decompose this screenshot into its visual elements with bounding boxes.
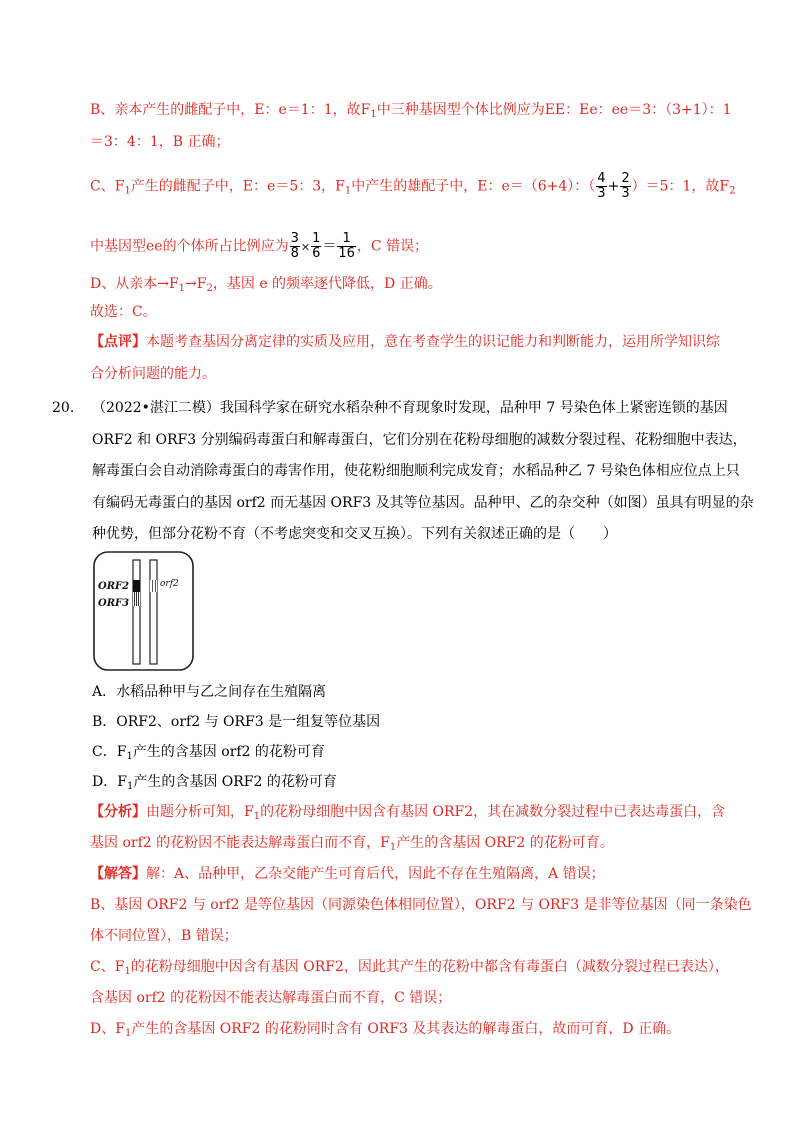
fraction-1-6: $\frac{1}{6}$ <box>312 231 321 261</box>
comment-line2: 合分析问题的能力。 <box>90 366 216 382</box>
label-orf2-small: orf2 <box>160 579 179 589</box>
analysis-line1: 【分析】由题分析可知，$F_1$的花粉母细胞中因含有基因 ORF2，其在减数分裂过程中已表达毒蛋白，含 <box>90 804 726 822</box>
explain-c-line2: 中基因型ee的个体所占比例应为 $\frac{3}{8}$ × $\frac{1}{6}$ ＝ $\frac{1}{16}$ ，C 错误； <box>90 231 429 261</box>
question-20-line5: 种优势，但部分花粉不育（不考虑突变和交叉互换）。下列有关叙述正确的是（ ） <box>92 526 617 542</box>
analysis-tag: 【分析】 <box>90 804 146 820</box>
solution-tag: 【解答】 <box>90 866 146 882</box>
answer-choice: 故选：C。 <box>90 304 157 320</box>
fraction-1-16: $\frac{1}{16}$ <box>338 231 355 261</box>
explain-d-line: D、从亲本$\to F_1\to F_2$，基因 e 的频率逐代降低，D 正确。 <box>90 276 442 294</box>
fraction-3-8: $\frac{3}{8}$ <box>290 231 299 261</box>
fraction-2-3: $\frac{2}{3}$ <box>621 171 630 201</box>
question-number: 20. <box>52 400 75 416</box>
solution-line4: C、$F_1$的花粉母细胞中因含有基因 ORF2，因此其产生的花粉中都含有毒蛋白（减数分裂过程已表达）， <box>90 959 729 977</box>
question-20-line1: （2022•湛江二模）我国科学家在研究水稻杂种不育现象时发现，品种甲 7 号染色体上紧密连锁的基因 <box>92 400 728 416</box>
orf2-small-band <box>150 580 157 592</box>
solution-line5: 含基因 orf2 的花粉因不能表达解毒蛋白而不育，C 错误； <box>90 990 452 1006</box>
option-c[interactable]: C．$F_1$产生的含基因 orf2 的花粉可育 <box>92 744 325 762</box>
fraction-4-3: $\frac{4}{3}$ <box>597 171 606 201</box>
explain-b-line1: B、亲本产生的雌配子中，E：e＝1：1，故$F_1$中三种基因型个体比例应为EE：Ee：ee＝3：（3+1）：1 <box>90 102 732 120</box>
orf2-band <box>133 580 140 592</box>
orf3-band <box>133 592 140 606</box>
option-b[interactable]: B．ORF2、orf2 与 ORF3 是一组复等位基因 <box>92 714 381 730</box>
label-orf2: ORF2 <box>98 581 130 592</box>
solution-line1: 【解答】解：A、品种甲，乙杂交能产生可育后代，因此不存在生殖隔离，A 错误； <box>90 866 605 882</box>
chromosome-figure <box>92 548 196 674</box>
solution-line6: D、$F_1$产生的含基因 ORF2 的花粉同时含有 ORF3 及其表达的解毒蛋白，故而可育，D 正确。 <box>90 1021 681 1039</box>
solution-line2: B、基因 ORF2 与 orf2 是等位基因（同源染色体相同位置），ORF2 与 ORF3 是非等位基因（同一条染色 <box>90 897 752 913</box>
explain-c-line1: C、$F_1$产生的雌配子中，E：e＝5：3，$F_1$中产生的雄配子中，E：e＝（6+4）：（ $\frac{4}{3}$ + $\frac{2}{3}$ ）＝5：1，故$F_2$ <box>90 171 736 201</box>
comment-line1: 【点评】本题考查基因分离定律的实质及应用，意在考查学生的识记能力和判断能力，运用所学知识综 <box>90 334 720 350</box>
question-20-line3: 解毒蛋白会自动消除毒蛋白的毒害作用，使花粉细胞顺利完成发育；水稻品种乙 7 号染色体相应位点上只 <box>92 463 740 479</box>
solution-line3: 体不同位置），B 错误； <box>90 928 238 944</box>
comment-tag: 【点评】 <box>90 334 146 350</box>
option-a[interactable]: A．水稻品种甲与乙之间存在生殖隔离 <box>92 684 327 700</box>
option-d[interactable]: D．$F_1$产生的含基因 ORF2 的花粉可育 <box>92 774 337 792</box>
analysis-line2: 基因 orf2 的花粉因不能表达解毒蛋白而不育，$F_1$产生的含基因 ORF2 的花粉可育。 <box>90 835 614 853</box>
label-orf3: ORF3 <box>98 598 130 609</box>
chromosome-diagram <box>92 548 196 674</box>
explain-b-line2: ＝3：4：1，B 正确； <box>90 134 230 150</box>
question-20-line4: 有编码无毒蛋白的基因 orf2 而无基因 ORF3 及其等位基因。品种甲、乙的杂交种（如图）虽具有明显的杂 <box>92 495 754 511</box>
question-20-line2: ORF2 和 ORF3 分别编码毒蛋白和解毒蛋白，它们分别在花粉母细胞的减数分裂过程、花粉细胞中表达， <box>92 432 747 448</box>
